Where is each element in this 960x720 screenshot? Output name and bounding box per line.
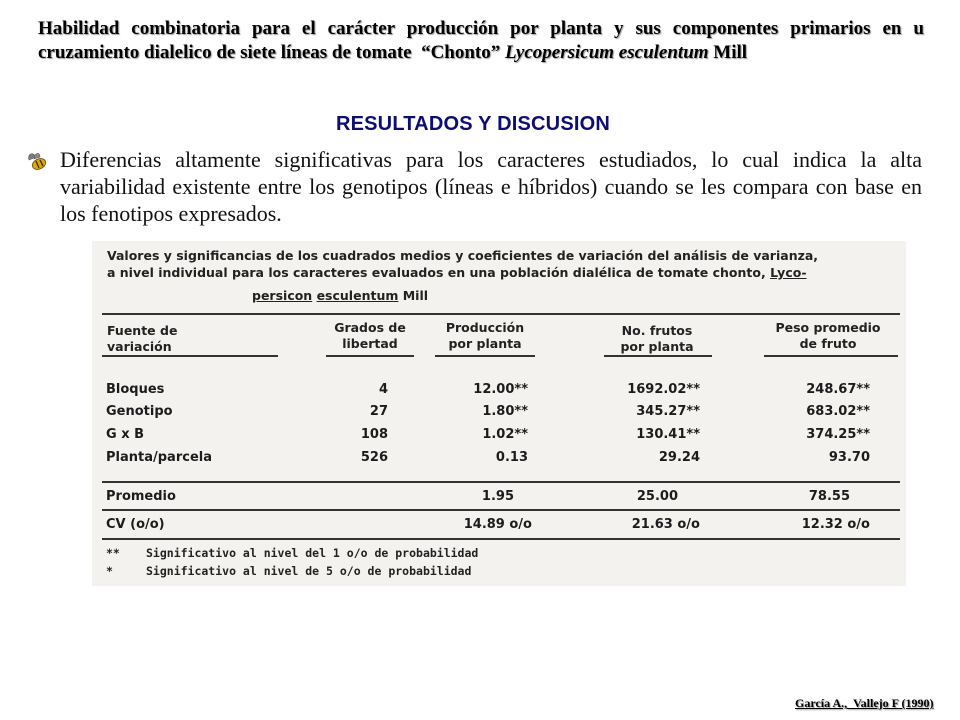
- cell-production: 1.02**: [482, 427, 528, 442]
- cell-fruit-weight: 683.02**: [806, 404, 870, 419]
- footnote-text: Significativo al nivel de 5 o/o de probabilidad: [146, 564, 472, 578]
- cell-production: 1.95: [481, 489, 514, 504]
- cell-df: 27: [369, 404, 388, 419]
- header-underline-source: [102, 355, 278, 357]
- summary-top-rule: [102, 481, 900, 483]
- bottom-rule: [102, 538, 900, 540]
- cell-df: 4: [378, 382, 388, 397]
- cell-fruits: 21.63 o/o: [631, 517, 700, 532]
- cell-source: CV (o/o): [106, 517, 165, 532]
- cell-fruit-weight: 12.32 o/o: [801, 517, 870, 532]
- caption-esculentum: esculentum: [316, 288, 399, 303]
- cell-fruit-weight: 93.70: [828, 450, 870, 465]
- cell-df: 526: [360, 450, 388, 465]
- title-species: Lycopersicum esculentum: [505, 42, 709, 63]
- footnote-mark: **: [106, 546, 120, 560]
- cell-source: Genotipo: [106, 404, 173, 419]
- header-source: Fuente de variación: [107, 323, 178, 354]
- anova-table-image: [92, 241, 906, 586]
- cell-fruits: 345.27**: [636, 404, 700, 419]
- caption-line-2: a nivel individual para los caracteres evaluados en una población dialélica de tomate chonto,: [107, 265, 771, 280]
- footnote: [106, 546, 478, 560]
- header-fruit-weight: Peso promedio de fruto: [775, 320, 881, 351]
- caption-lyco: Lyco-: [770, 265, 807, 280]
- cell-source: Bloques: [106, 382, 165, 397]
- cell-production: 1.80**: [482, 404, 528, 419]
- caption-line-3: [252, 288, 428, 303]
- header-underline-fruits: [604, 355, 712, 357]
- slide-title: [38, 17, 924, 65]
- cell-production: 14.89 o/o: [463, 517, 532, 532]
- cell-fruit-weight: 374.25**: [806, 427, 870, 442]
- cell-source: Planta/parcela: [106, 450, 212, 465]
- caption-line-1: Valores y significancias de los cuadrados medios y coeficientes de variación del análisis de varianza,: [107, 248, 819, 263]
- cell-fruit-weight: 78.55: [808, 489, 850, 504]
- section-heading: RESULTADOS Y DISCUSION: [335, 113, 611, 135]
- cell-fruits: 1692.02**: [627, 382, 700, 397]
- top-rule: [102, 313, 900, 315]
- cell-production: 12.00**: [473, 382, 528, 397]
- cell-fruit-weight: 248.67**: [806, 382, 870, 397]
- title-author: Mill: [708, 42, 748, 63]
- caption-persicon: persicon: [252, 288, 313, 303]
- header-underline-df: [326, 355, 414, 357]
- cell-production: 0.13: [495, 450, 528, 465]
- cell-fruits: 25.00: [636, 489, 678, 504]
- table-caption: [107, 247, 897, 281]
- footnote-mark: *: [106, 564, 113, 578]
- title-main: Habilidad combinatoria para el carácter producción por planta y sus componentes primarios en u cruzamiento dialelico de siete líneas de tomate “Chonto”: [38, 18, 924, 63]
- header-underline-production: [435, 355, 535, 357]
- cell-source: G x B: [106, 427, 145, 442]
- cell-df: 108: [360, 427, 388, 442]
- header-production: Producción por planta: [445, 320, 525, 351]
- footnote-text: Significativo al nivel del 1 o/o de probabilidad: [146, 546, 479, 560]
- cell-source: Promedio: [106, 489, 176, 504]
- cell-fruits: 29.24: [658, 450, 700, 465]
- header-df: Grados de libertad: [334, 320, 406, 351]
- summary-mid-rule: [102, 509, 900, 511]
- bee-bullet-icon: [25, 150, 49, 172]
- header-underline-weight: [764, 355, 898, 357]
- cell-fruits: 130.41**: [636, 427, 700, 442]
- header-fruits: No. frutos por planta: [620, 323, 694, 354]
- bullet-text: Diferencias altamente significativas para los caracteres estudiados, lo cual indica la alta variabilidad existente entre los genotipos (líneas e híbridos) cuando se les compara con base en los fenotipos expresados.: [60, 147, 922, 226]
- citation: García A., Vallejo F (1990): [795, 696, 934, 710]
- footnote: [106, 564, 471, 578]
- caption-mill: Mill: [398, 288, 429, 303]
